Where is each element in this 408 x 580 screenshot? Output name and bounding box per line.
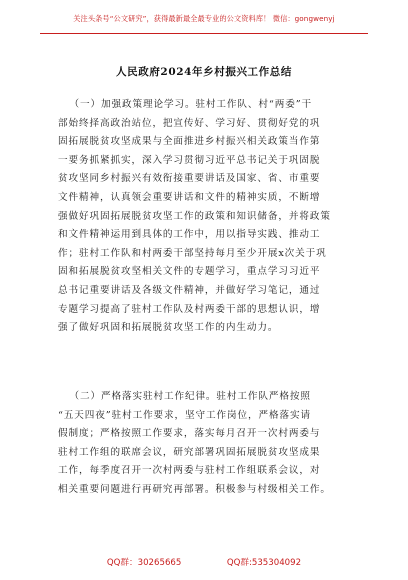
paragraph-line: “五天四夜”驻村工作要求，坚守工作岗位，严格落实请 (58, 409, 311, 421)
paragraph-line: 强做好巩固拓展脱贫攻坚工作的政策和知识储备，并将政策 (58, 210, 331, 222)
document-title: 人民政府2024年乡村振兴工作总结 (116, 66, 292, 78)
paragraph-line: 一要务抓紧抓实，深入学习贯彻习近平总书记关于巩固脱 (58, 154, 321, 166)
paragraph-line: （二）严格落实驻村工作纪律。驻村工作队严格按照 (69, 391, 311, 402)
paragraph-line: 文件精神，认真领会重要讲话和文件的精神实质，不断增 (58, 191, 321, 203)
header-banner: 关注头条号“公文研究”，获得最新最全最专业的公文资料库！ 微信：gongwenyj (73, 14, 335, 23)
paragraph-line: 总书记重要讲话及各级文件精神，并做好学习笔记，通过 (58, 284, 321, 296)
paragraph-line: 贫攻坚同乡村振兴有效衔接重要讲话及国家、省、市重要 (58, 173, 321, 185)
footer-qq-group-left: QQ群：30265665 (106, 558, 182, 568)
paragraph-line: 假制度；严格按照工作要求，落实每月召开一次村两委与 (58, 428, 321, 440)
paragraph-line: 固和拓展脱贫攻坚相关文件的专题学习，重点学习习近平 (58, 266, 321, 278)
section-policy-study (58, 96, 350, 338)
paragraph-line: 驻村工作组的联席会议，研究部署巩固拓展脱贫攻坚成果 (58, 446, 321, 458)
paragraph-line: 强了做好巩固和拓展脱贫攻坚工作的内生动力。 (58, 322, 279, 334)
paragraph-line: 固拓展脱贫攻坚成果与全面推进乡村振兴相关政策当作第 (58, 136, 321, 148)
header-divider (40, 33, 368, 34)
footer-contact (0, 556, 408, 568)
paragraph-line: 工作，每季度召开一次村两委与驻村工作组联系会议，对 (58, 465, 321, 477)
paragraph-line: 和文件精神运用到具体的工作中，用以指导实践、推动工 (58, 229, 321, 241)
paragraph-line: 部始终择高政治站位，把宣传好、学习好、贯彻好党的巩 (58, 117, 321, 129)
section-work-discipline (58, 388, 350, 500)
paragraph-line: 相关重要问题进行再研究再部署。积极参与村级相关工作。 (58, 483, 331, 495)
paragraph-line: 专题学习提高了驻村工作队及村两委干部的思想认识，增 (58, 303, 321, 315)
paragraph-line: （一）加强政策理论学习。驻村工作队、村“两委”干 (69, 99, 312, 110)
footer-qq-group-right: QQ群:535304092 (226, 558, 302, 568)
paragraph-line: 作；驻村工作队和村两委干部坚持每月至少开展x次关于巩 (58, 247, 327, 259)
